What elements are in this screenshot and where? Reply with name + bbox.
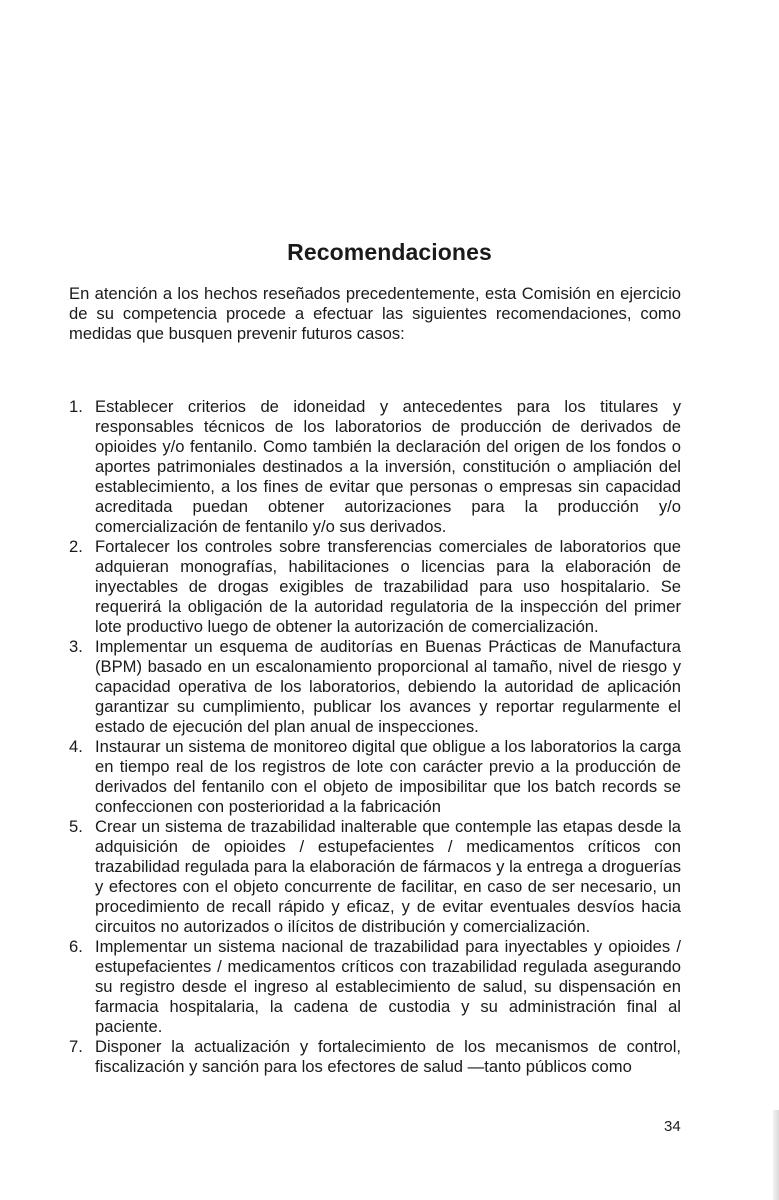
- recommendation-text: Fortalecer los controles sobre transferencias comerciales de laboratorios que adquieran monografías, habilitaciones o licencias para la elaboración de inyectables de drogas exigibles de trazabilidad para uso hospitalario. Se requerirá la obligación de la autoridad regulatoria de la inspección del primer lote productivo luego de obtener la autorización de comercialización.: [95, 537, 681, 636]
- page-edge: [773, 1110, 779, 1200]
- recommendation-number: 2.: [69, 537, 83, 556]
- recommendation-item: [69, 1037, 681, 1077]
- recommendation-number: 4.: [69, 737, 83, 756]
- recommendation-text: Instaurar un sistema de monitoreo digital que obligue a los laboratorios la carga en tiempo real de los registros de lote con carácter previo a la producción de derivados del fentanilo con el objeto de imposibilitar que los batch records se confeccionen con posterioridad a la fabricación: [95, 737, 681, 816]
- recommendation-text: Disponer la actualización y fortalecimiento de los mecanismos de control, fiscalización y sanción para los efectores de salud —tanto públicos como: [95, 1037, 681, 1076]
- recommendations-list: [69, 397, 681, 1077]
- recommendation-number: 7.: [69, 1037, 83, 1056]
- recommendation-item: [69, 737, 681, 817]
- recommendation-item: [69, 397, 681, 537]
- recommendation-item: [69, 537, 681, 637]
- recommendation-number: 6.: [69, 937, 83, 956]
- recommendation-item: [69, 937, 681, 1037]
- intro-paragraph: En atención a los hechos reseñados precedentemente, esta Comisión en ejercicio de su competencia procede a efectuar las siguientes recomendaciones, como medidas que busquen prevenir futuros casos:: [69, 284, 681, 343]
- section-title: Recomendaciones: [287, 239, 492, 266]
- page-number: 34: [664, 1118, 681, 1135]
- recommendation-number: 5.: [69, 817, 83, 836]
- recommendation-text: Implementar un sistema nacional de trazabilidad para inyectables y opioides / estupefacientes / medicamentos críticos con trazabilidad regulada asegurando su registro desde el ingreso al establecimiento de salud, su dispensación en farmacia hospitalaria, la cadena de custodia y su administración final al paciente.: [95, 937, 681, 1036]
- recommendation-text: Establecer criterios de idoneidad y antecedentes para los titulares y responsables técnicos de los laboratorios de producción de derivados de opioides y/o fentanilo. Como también la declaración del origen de los fondos o aportes patrimoniales destinados a la inversión, constitución o ampliación del establecimiento, a los fines de evitar que personas o empresas sin capacidad acreditada puedan obtener autorizaciones para la producción y/o comercialización de fentanilo y/o sus derivados.: [95, 397, 681, 536]
- recommendation-text: Crear un sistema de trazabilidad inalterable que contemple las etapas desde la adquisición de opioides / estupefacientes / medicamentos críticos con trazabilidad regulada para la elaboración de fármacos y la entrega a droguerías y efectores con el objeto concurrente de facilitar, en caso de ser necesario, un procedimiento de recall rápido y eficaz, y de evitar eventuales desvíos hacia circuitos no autorizados o ilícitos de distribución y comercialización.: [95, 817, 681, 936]
- recommendation-number: 3.: [69, 637, 83, 656]
- recommendation-item: [69, 817, 681, 937]
- recommendation-item: [69, 637, 681, 737]
- recommendation-number: 1.: [69, 397, 83, 416]
- recommendation-text: Implementar un esquema de auditorías en Buenas Prácticas de Manufactura (BPM) basado en un escalonamiento proporcional al tamaño, nivel de riesgo y capacidad operativa de los laboratorios, debiendo la autoridad de aplicación garantizar su cumplimiento, publicar los avances y reportar regularmente el estado de ejecución del plan anual de inspecciones.: [95, 637, 681, 736]
